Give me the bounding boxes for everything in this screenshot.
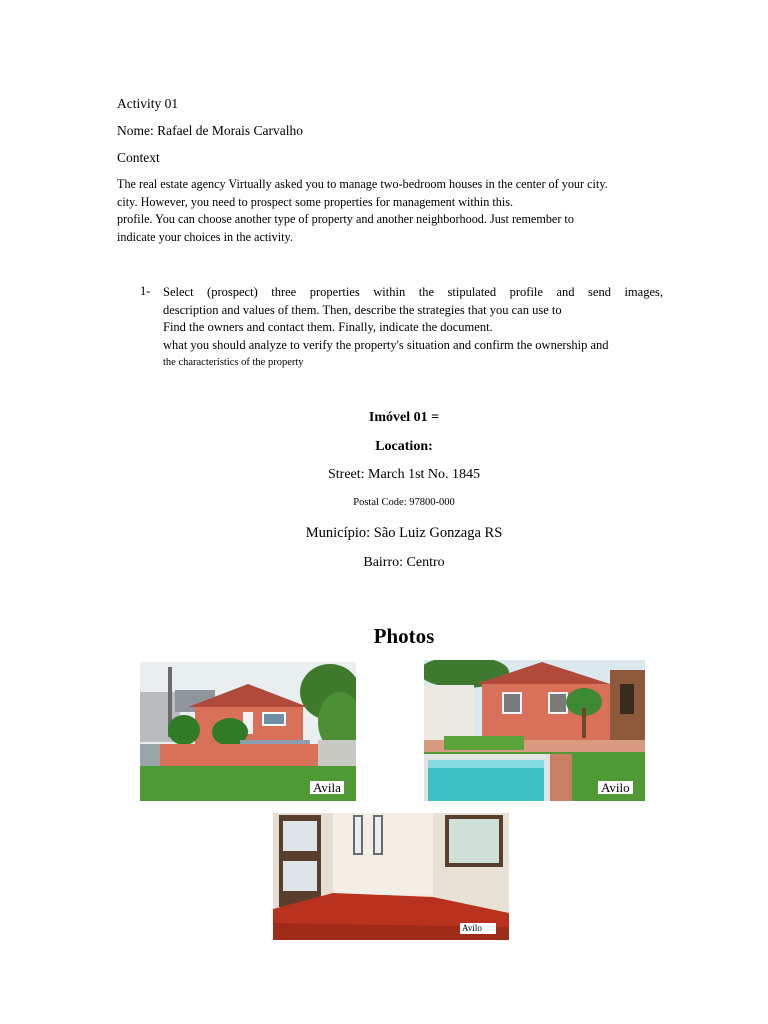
neighborhood: Bairro: Centro [363, 555, 445, 570]
interior-room-photo [273, 813, 509, 940]
photos-heading: Photos [373, 624, 435, 648]
student-name: Nome: Rafael de Morais Carvalho [117, 123, 303, 138]
property-title: Imóvel 01 = [368, 410, 440, 425]
task-line: the characteristics of the property [163, 357, 304, 369]
postal-code: Postal Code: 97800-000 [353, 497, 455, 508]
photo-watermark: Avilo [598, 781, 633, 794]
context-label: Context [117, 150, 160, 165]
location-label: Location: [375, 439, 433, 454]
activity-title: Activity 01 [117, 96, 179, 111]
context-line: city. However, you need to prospect some properties for management within this. [117, 194, 514, 209]
photo-watermark: Avilo [460, 923, 496, 934]
task-line: description and values of them. Then, describe the strategies that you can use to [163, 302, 562, 317]
task-text [163, 284, 663, 372]
street-address: Street: March 1st No. 1845 [327, 467, 481, 482]
task-line: Select (prospect) three properties within the stipulated profile and send images, [163, 285, 663, 299]
task-line: what you should analyze to verify the property's situation and confirm the ownership and [163, 337, 609, 352]
house-front-photo [140, 662, 356, 801]
task-line: Find the owners and contact them. Finally, indicate the document. [163, 320, 493, 335]
task-number: 1- [140, 284, 151, 298]
context-line: The real estate agency Virtually asked you to manage two-bedroom houses in the center of your city. [117, 177, 608, 191]
context-paragraph [117, 176, 657, 246]
context-line: profile. You can choose another type of property and another neighborhood. Just remember to [117, 212, 574, 227]
photo-watermark: Avila [310, 781, 344, 794]
municipality: Município: São Luiz Gonzaga RS [305, 525, 503, 541]
context-line: indicate your choices in the activity. [117, 229, 293, 244]
backyard-pool-photo [424, 660, 645, 801]
